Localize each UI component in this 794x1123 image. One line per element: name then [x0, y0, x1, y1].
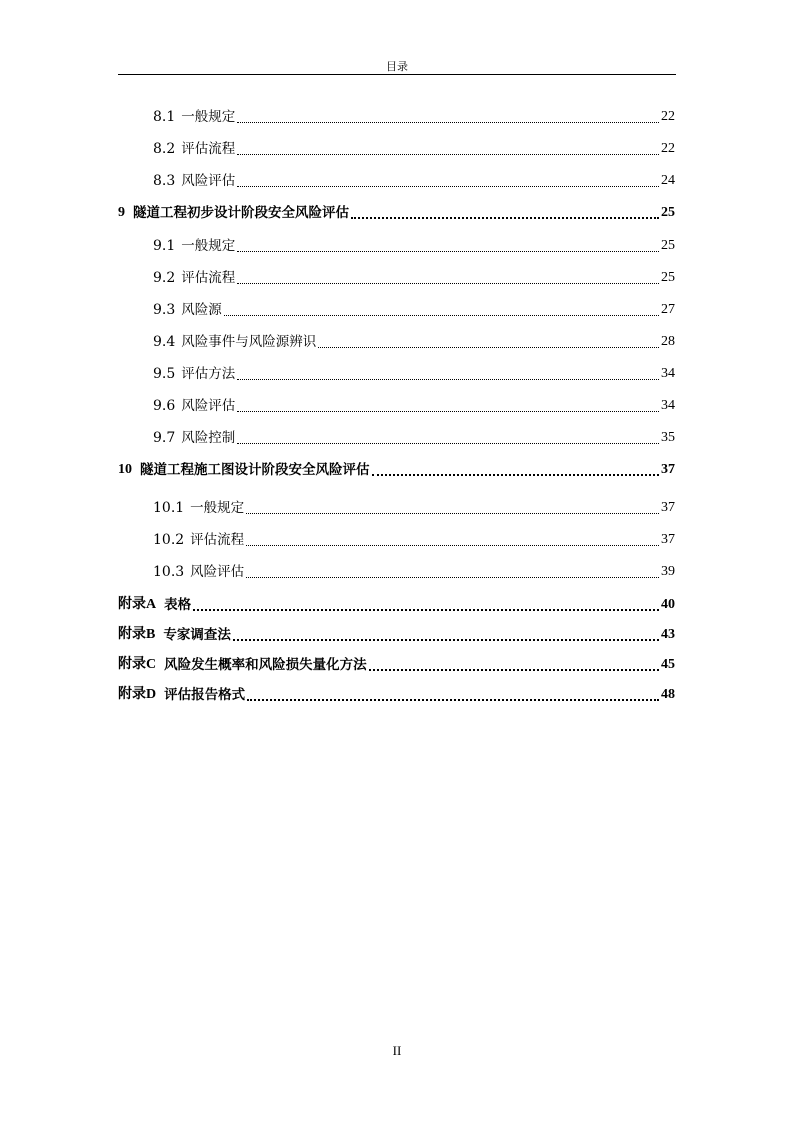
toc-section-entry[interactable] — [153, 530, 675, 550]
toc-entry-number: 10.1 — [153, 500, 185, 516]
toc-chapter-entry[interactable] — [118, 203, 675, 223]
toc-entry-title: 风险发生概率和风险损失量化方法 — [164, 657, 367, 673]
toc-entry-number: 附录D — [118, 687, 157, 702]
toc-entry-page: 35 — [661, 430, 675, 445]
toc-section-entry[interactable] — [153, 139, 675, 159]
toc-dot-leader — [372, 464, 660, 476]
toc-entry-page: 34 — [661, 398, 675, 413]
toc-entry-number: 9.6 — [153, 398, 176, 414]
toc-entry-page: 22 — [661, 141, 675, 156]
toc-dot-leader — [237, 433, 659, 444]
toc-entry-number: 9.1 — [153, 238, 176, 254]
toc-entry-page: 37 — [661, 532, 675, 547]
toc-chapter-entry[interactable] — [118, 655, 675, 675]
toc-entry-page: 27 — [661, 302, 675, 317]
toc-entry-page: 40 — [661, 597, 675, 612]
toc-entry-title: 隧道工程初步设计阶段安全风险评估 — [133, 205, 349, 221]
toc-entry-title: 表格 — [164, 597, 192, 613]
toc-section-entry[interactable] — [153, 300, 675, 320]
toc-dot-leader — [246, 567, 659, 578]
toc-entry-number: 附录B — [118, 627, 156, 642]
toc-entry-title: 一般规定 — [181, 109, 236, 125]
toc-section-entry[interactable] — [153, 268, 675, 288]
toc-entry-page: 45 — [661, 657, 675, 672]
toc-entry-number: 9.5 — [153, 366, 176, 382]
toc-entry-page: 43 — [661, 627, 675, 642]
toc-entry-page: 34 — [661, 366, 675, 381]
toc-dot-leader — [351, 207, 659, 219]
toc-section-entry[interactable] — [153, 107, 675, 127]
toc-entry-title: 一般规定 — [181, 238, 236, 254]
toc-entry-title: 评估流程 — [190, 532, 245, 548]
toc-entry-page: 28 — [661, 334, 675, 349]
toc-entry-number: 8.2 — [153, 141, 176, 157]
toc-entry-number: 9 — [118, 205, 125, 220]
page-number: II — [392, 1043, 402, 1058]
toc-entry-number: 10.2 — [153, 532, 185, 548]
toc-dot-leader — [246, 535, 659, 546]
toc-entry-title: 风险评估 — [181, 173, 236, 189]
toc-section-entry[interactable] — [153, 562, 675, 582]
toc-section-entry[interactable] — [153, 428, 675, 448]
toc-entry-title: 评估流程 — [181, 141, 236, 157]
toc-entry-number: 附录C — [118, 657, 157, 672]
toc-entry-title: 一般规定 — [190, 500, 245, 516]
toc-chapter-entry[interactable] — [118, 625, 675, 645]
toc-entry-title: 风险评估 — [181, 398, 236, 414]
toc-entry-page: 22 — [661, 109, 675, 124]
toc-chapter-entry[interactable] — [118, 460, 675, 480]
toc-dot-leader — [237, 112, 659, 123]
toc-entry-title: 风险控制 — [181, 430, 236, 446]
toc-entry-page: 25 — [661, 270, 675, 285]
toc-entry-title: 风险源 — [181, 302, 222, 318]
toc-entry-number: 8.1 — [153, 109, 176, 125]
toc-entry-title: 风险事件与风险源辨识 — [181, 334, 317, 350]
running-header-title: 目录 — [386, 60, 408, 73]
toc-dot-leader — [237, 369, 659, 380]
toc-chapter-entry[interactable] — [118, 595, 675, 615]
toc-dot-leader — [193, 599, 659, 611]
toc-dot-leader — [224, 305, 659, 316]
toc-dot-leader — [369, 659, 659, 671]
toc-entry-number: 9.4 — [153, 334, 176, 350]
toc-section-entry[interactable] — [153, 171, 675, 191]
toc-entry-page: 25 — [661, 238, 675, 253]
toc-dot-leader — [237, 401, 659, 412]
toc-dot-leader — [237, 273, 659, 284]
toc-entry-page: 37 — [661, 500, 675, 515]
toc-entry-title: 评估流程 — [181, 270, 236, 286]
toc-section-entry[interactable] — [153, 364, 675, 384]
toc-entry-page: 24 — [661, 173, 675, 188]
toc-entry-number: 附录A — [118, 597, 157, 612]
toc-entry-number: 8.3 — [153, 173, 176, 189]
toc-chapter-entry[interactable] — [118, 685, 675, 705]
toc-section-entry[interactable] — [153, 332, 675, 352]
toc-dot-leader — [247, 689, 659, 701]
toc-dot-leader — [237, 241, 659, 252]
toc-entry-number: 9.2 — [153, 270, 176, 286]
toc-entry-title: 评估报告格式 — [164, 687, 246, 703]
toc-entry-page: 25 — [661, 205, 675, 220]
toc-entry-number: 10.3 — [153, 564, 185, 580]
header-rule — [118, 74, 676, 75]
toc-entry-title: 专家调查法 — [163, 627, 231, 643]
toc-section-entry[interactable] — [153, 396, 675, 416]
toc-entry-number: 9.7 — [153, 430, 176, 446]
toc-entry-title: 风险评估 — [190, 564, 245, 580]
toc-dot-leader — [246, 503, 659, 514]
toc-entry-number: 9.3 — [153, 302, 176, 318]
toc-dot-leader — [237, 176, 659, 187]
toc-entry-number: 10 — [118, 462, 132, 477]
toc-entry-title: 隧道工程施工图设计阶段安全风险评估 — [140, 462, 370, 478]
toc-entry-page: 48 — [661, 687, 675, 702]
toc-entry-page: 39 — [661, 564, 675, 579]
toc-entry-page: 37 — [661, 462, 675, 477]
toc-dot-leader — [233, 629, 659, 641]
toc-section-entry[interactable] — [153, 498, 675, 518]
toc-section-entry[interactable] — [153, 236, 675, 256]
toc-dot-leader — [318, 337, 659, 348]
toc-dot-leader — [237, 144, 659, 155]
toc-entry-title: 评估方法 — [181, 366, 236, 382]
